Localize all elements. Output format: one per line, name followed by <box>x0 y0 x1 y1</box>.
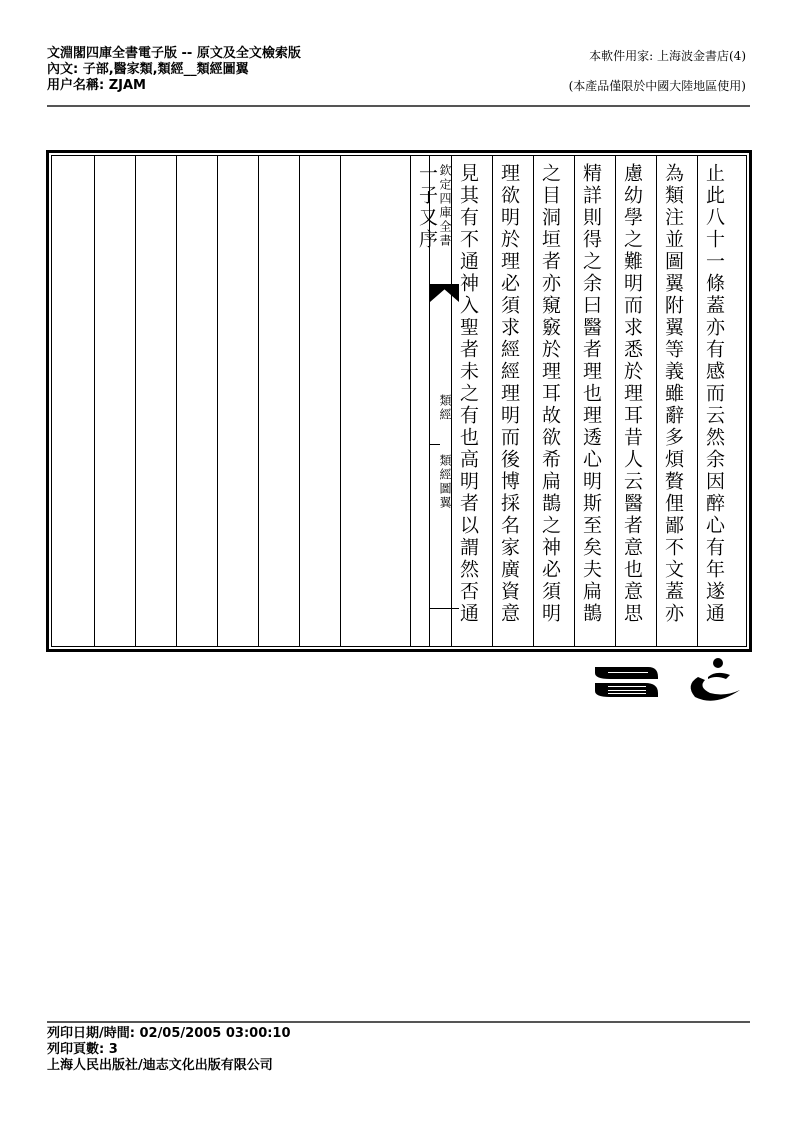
column-divider <box>697 156 698 646</box>
publisher: 上海人民出版社/迪志文化出版有限公司 <box>47 1058 273 1073</box>
text-column: 理欲明於理必須求經經理明而後博採名家廣資意 <box>498 163 520 625</box>
heart-logo-icon <box>691 658 740 701</box>
column-divider <box>176 156 177 646</box>
page-frame <box>46 150 752 652</box>
region-notice: (本產品僅限於中國大陸地區使用) <box>568 79 746 93</box>
text-column: 慮幼學之難明而求悉於理耳昔人云醫者意也意思 <box>621 163 643 625</box>
fishtail-mark <box>430 284 459 302</box>
spine-divider <box>430 608 459 609</box>
column-divider <box>656 156 657 646</box>
print-datetime: 列印日期/時間: 02/05/2005 03:00:10 <box>47 1026 291 1041</box>
text-column: 一子又序 <box>416 163 438 251</box>
column-divider <box>135 156 136 646</box>
licensee: 本軟件用家: 上海波金書店(4) <box>589 49 746 63</box>
column-divider <box>451 156 452 646</box>
column-divider <box>410 156 411 646</box>
column-divider <box>574 156 575 646</box>
spine-mark <box>430 444 440 445</box>
spine-section: 類經圖翼 <box>438 454 452 510</box>
print-page-count: 列印頁數: 3 <box>47 1042 118 1057</box>
column-divider <box>217 156 218 646</box>
text-column: 止此八十一條蓋亦有感而云然余因醉心有年遂通 <box>703 163 725 625</box>
content-path: 內文: 子部,醫家類,類經__類經圖翼 <box>47 62 249 77</box>
product-title: 文淵閣四庫全書電子版 -- 原文及全文檢索版 <box>47 46 301 61</box>
header-divider <box>47 105 750 107</box>
column-divider <box>299 156 300 646</box>
spine-book: 類經 <box>438 394 452 422</box>
footer-divider <box>47 1021 750 1023</box>
column-divider <box>258 156 259 646</box>
text-column: 見其有不通神入聖者未之有也高明者以謂然否通 <box>457 163 479 625</box>
books-logo-icon <box>595 667 658 697</box>
column-divider <box>615 156 616 646</box>
text-column: 之目洞垣者亦窺竅於理耳故欲希扁鵲之神必須明 <box>539 163 561 625</box>
text-column: 為類注並圖翼附翼等義雖辭多煩贅俚鄙不文蓋亦 <box>662 163 684 625</box>
text-column: 精詳則得之余曰醫者理也理透心明斯至矣夫扁鵲 <box>580 163 602 625</box>
publisher-logo <box>590 655 750 710</box>
column-divider <box>94 156 95 646</box>
spine-title: 欽定四庫全書 <box>438 164 452 248</box>
column-divider <box>492 156 493 646</box>
column-divider <box>340 156 341 646</box>
column-divider <box>533 156 534 646</box>
username: 用户名稱: ZJAM <box>47 78 146 93</box>
